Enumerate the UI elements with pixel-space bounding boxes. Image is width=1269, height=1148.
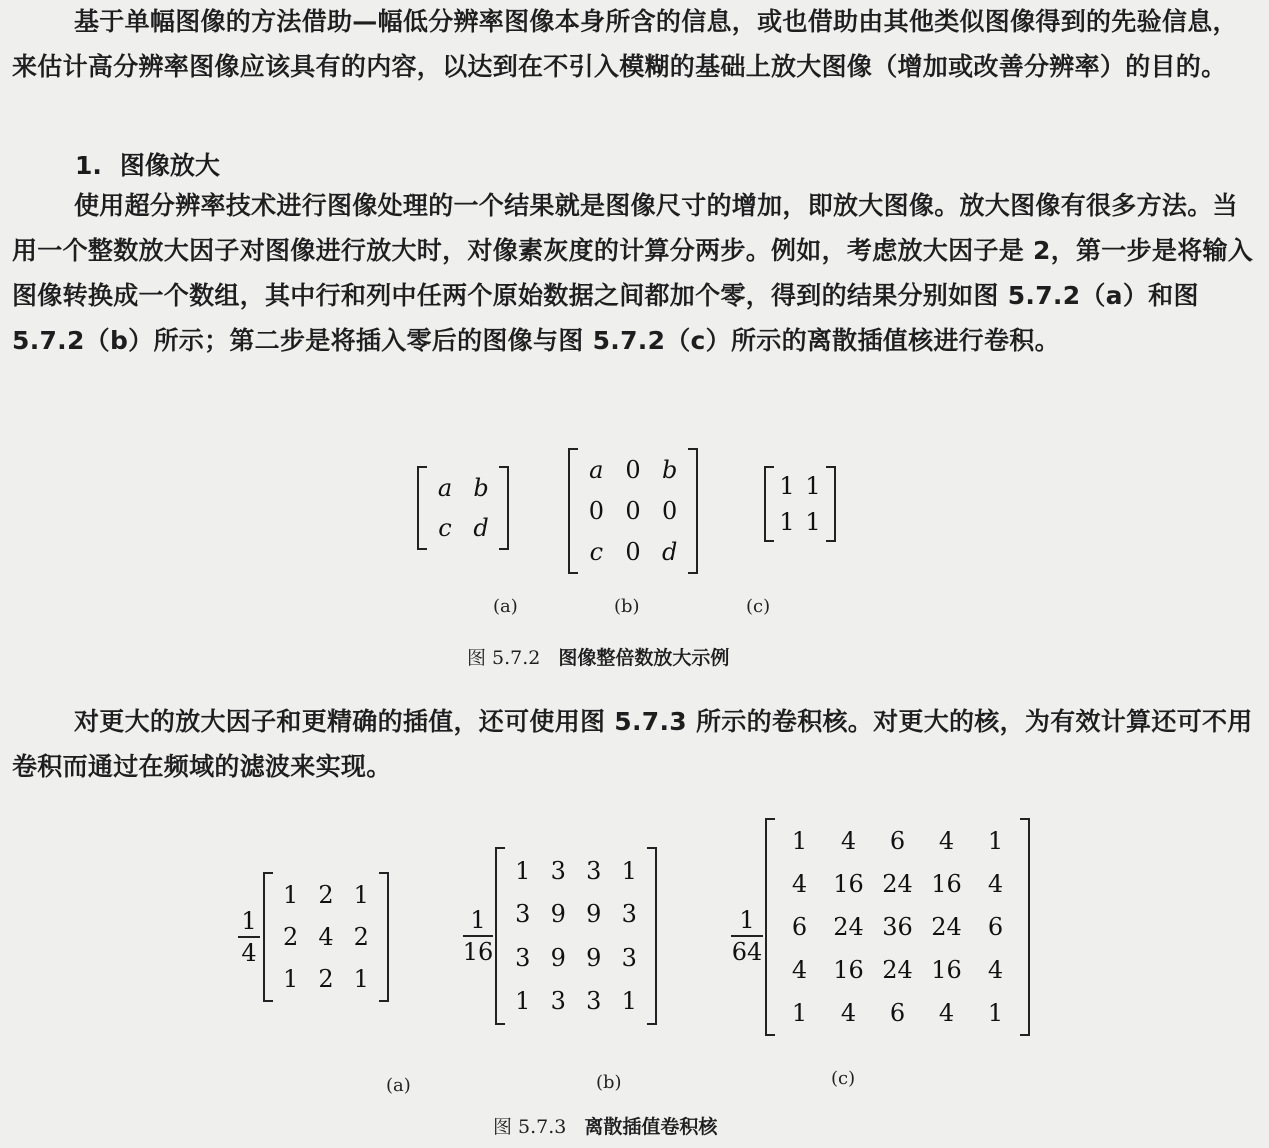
figure1-caption-number: 图 5.7.2 (467, 647, 541, 669)
matrix-cell: 3 (550, 856, 566, 885)
figure2-caption-number: 图 5.7.3 (493, 1116, 567, 1138)
matrix-cell: 0 (662, 496, 678, 525)
matrix-cell: 6 (791, 912, 808, 941)
matrix-cell: 24 (882, 955, 913, 984)
matrix-cell: 4 (840, 827, 857, 856)
matrix-right-bracket (647, 847, 657, 1025)
figure2-fraction-c-numerator: 1 (739, 906, 755, 934)
matrix-cell: 1 (987, 827, 1004, 856)
figure1-matrix-c (764, 466, 836, 542)
figure2-matrix-b (495, 847, 657, 1025)
matrix-cell: 0 (588, 496, 604, 525)
matrix-left-bracket (764, 466, 774, 542)
figure2-fraction-a (236, 906, 262, 968)
matrix-cell: b (473, 474, 489, 502)
matrix-cell: 4 (791, 870, 808, 899)
figure1-label-c: (c) (746, 596, 771, 617)
matrix-cell: 3 (550, 987, 566, 1016)
matrix-cell: 1 (515, 987, 531, 1016)
matrix-cell: d (473, 514, 489, 542)
matrix-cell: 3 (586, 856, 602, 885)
matrix-cell: d (661, 537, 678, 566)
matrix-cell: 1 (779, 508, 795, 536)
section-number: 1. (75, 151, 102, 180)
figure1-caption (467, 643, 729, 670)
figure2-fraction-b (461, 905, 495, 967)
matrix-cell: 1 (621, 856, 637, 885)
matrix-right-bracket (499, 466, 509, 550)
matrix-cell: 9 (586, 943, 602, 972)
matrix-cell: 16 (833, 955, 864, 984)
matrix-cell: 3 (621, 900, 637, 929)
matrix-cell: 1 (283, 965, 299, 993)
matrix-cell: 24 (882, 870, 913, 899)
section-title: 图像放大 (119, 151, 220, 180)
figure2-caption-text: 离散插值卷积核 (584, 1116, 718, 1138)
matrix-left-bracket (765, 818, 775, 1036)
matrix-cell: 1 (805, 472, 821, 500)
matrix-cell: 4 (840, 998, 857, 1027)
matrix-cell: 2 (318, 965, 334, 993)
figure2-label-a: (a) (386, 1075, 411, 1096)
matrix-cell: 2 (318, 881, 334, 909)
matrix-right-bracket (826, 466, 836, 542)
figure2-fraction-c (729, 905, 765, 967)
figure2-fraction-b-denominator: 16 (462, 938, 494, 966)
figure2-matrix-a (263, 872, 389, 1002)
matrix-cell: a (589, 456, 604, 485)
figure2-fraction-a-denominator: 4 (241, 939, 257, 967)
matrix-cell: 6 (987, 912, 1004, 941)
figure1-matrix-b (568, 448, 698, 574)
matrix-cell: 6 (889, 998, 906, 1027)
matrix-cell: 3 (515, 943, 531, 972)
figure2-label-b: (b) (596, 1072, 622, 1093)
matrix-cell: c (438, 514, 452, 542)
matrix-cell: 1 (353, 965, 369, 993)
matrix-cell: 36 (882, 912, 913, 941)
figure2-fraction-b-numerator: 1 (470, 906, 486, 934)
matrix-cell: 0 (625, 496, 641, 525)
matrix-cell: 3 (586, 987, 602, 1016)
matrix-cell: 0 (625, 456, 641, 485)
matrix-cell: 6 (889, 827, 906, 856)
figure2-label-c: (c) (831, 1068, 856, 1089)
intro-paragraph: 基于单幅图像的方法借助—幅低分辨率图像本身所含的信息，或也借助由其他类似图像得到的先验信息，来估计高分辨率图像应该具有的内容，以达到在不引入模糊的基础上放大图像（增加或改善分辨率）的目的。 (12, 7, 1238, 81)
matrix-cell: c (589, 537, 604, 566)
matrix-cell: 4 (938, 998, 955, 1027)
figure2-fraction-c-denominator: 64 (731, 938, 763, 966)
matrix-cell: 9 (550, 943, 566, 972)
matrix-cell: 4 (791, 955, 808, 984)
matrix-cell: 1 (353, 881, 369, 909)
matrix-cell: 2 (283, 923, 299, 951)
matrix-cell: 1 (791, 827, 808, 856)
matrix-left-bracket (495, 847, 505, 1025)
figure1-label-a: (a) (493, 596, 518, 617)
enlargement-paragraph: 使用超分辨率技术进行图像处理的一个结果就是图像尺寸的增加，即放大图像。放大图像有很多方法。当用一个整数放大因子对图像进行放大时，对像素灰度的计算分两步。例如，考虑放大因子是 2，第一步是将输入图像转换成一个数组，其中行和列中任两个原始数据之间都加个零，得到的结果分别如图 5.7.2（a）和图 5.7.2（b）所示；第二步是将插入零后的图像与图 5.7.2（c）所示的离散插值核进行卷积。 (12, 191, 1254, 355)
matrix-cell: 4 (938, 827, 955, 856)
matrix-cell: 24 (931, 912, 962, 941)
matrix-right-bracket (1020, 818, 1030, 1036)
matrix-right-bracket (688, 448, 698, 574)
matrix-cell: 24 (833, 912, 864, 941)
matrix-cell: 9 (550, 900, 566, 929)
figure2-matrix-c (765, 818, 1030, 1036)
matrix-cell: 1 (515, 856, 531, 885)
matrix-cell: 3 (621, 943, 637, 972)
matrix-cell: 16 (833, 870, 864, 899)
matrix-cell: 4 (987, 955, 1004, 984)
matrix-cell: 4 (987, 870, 1004, 899)
matrix-cell: 4 (318, 923, 334, 951)
figure1-label-b: (b) (614, 596, 640, 617)
matrix-left-bracket (263, 872, 273, 1002)
matrix-right-bracket (379, 872, 389, 1002)
matrix-cell: 3 (515, 900, 531, 929)
matrix-cell: 1 (791, 998, 808, 1027)
matrix-cell: a (437, 474, 453, 502)
matrix-cell: 1 (283, 881, 299, 909)
matrix-left-bracket (417, 466, 427, 550)
figure2-fraction-a-numerator: 1 (241, 907, 257, 935)
kernel-paragraph: 对更大的放大因子和更精确的插值，还可使用图 5.7.3 所示的卷积核。对更大的核，为有效计算还可不用卷积而通过在频域的滤波来实现。 (12, 707, 1253, 781)
matrix-cell: 16 (931, 955, 962, 984)
matrix-cell: 2 (353, 923, 369, 951)
matrix-cell: 16 (931, 870, 962, 899)
section-heading (75, 146, 220, 186)
matrix-cell: 1 (621, 987, 637, 1016)
matrix-left-bracket (568, 448, 578, 574)
matrix-cell: 9 (586, 900, 602, 929)
matrix-cell: 0 (625, 537, 641, 566)
matrix-cell: 1 (779, 472, 795, 500)
matrix-cell: 1 (987, 998, 1004, 1027)
figure1-matrix-a (417, 466, 509, 550)
figure1-caption-text: 图像整倍数放大示例 (558, 647, 730, 669)
matrix-cell: b (661, 456, 678, 485)
matrix-cell: 1 (805, 508, 821, 536)
figure2-caption (493, 1112, 717, 1139)
